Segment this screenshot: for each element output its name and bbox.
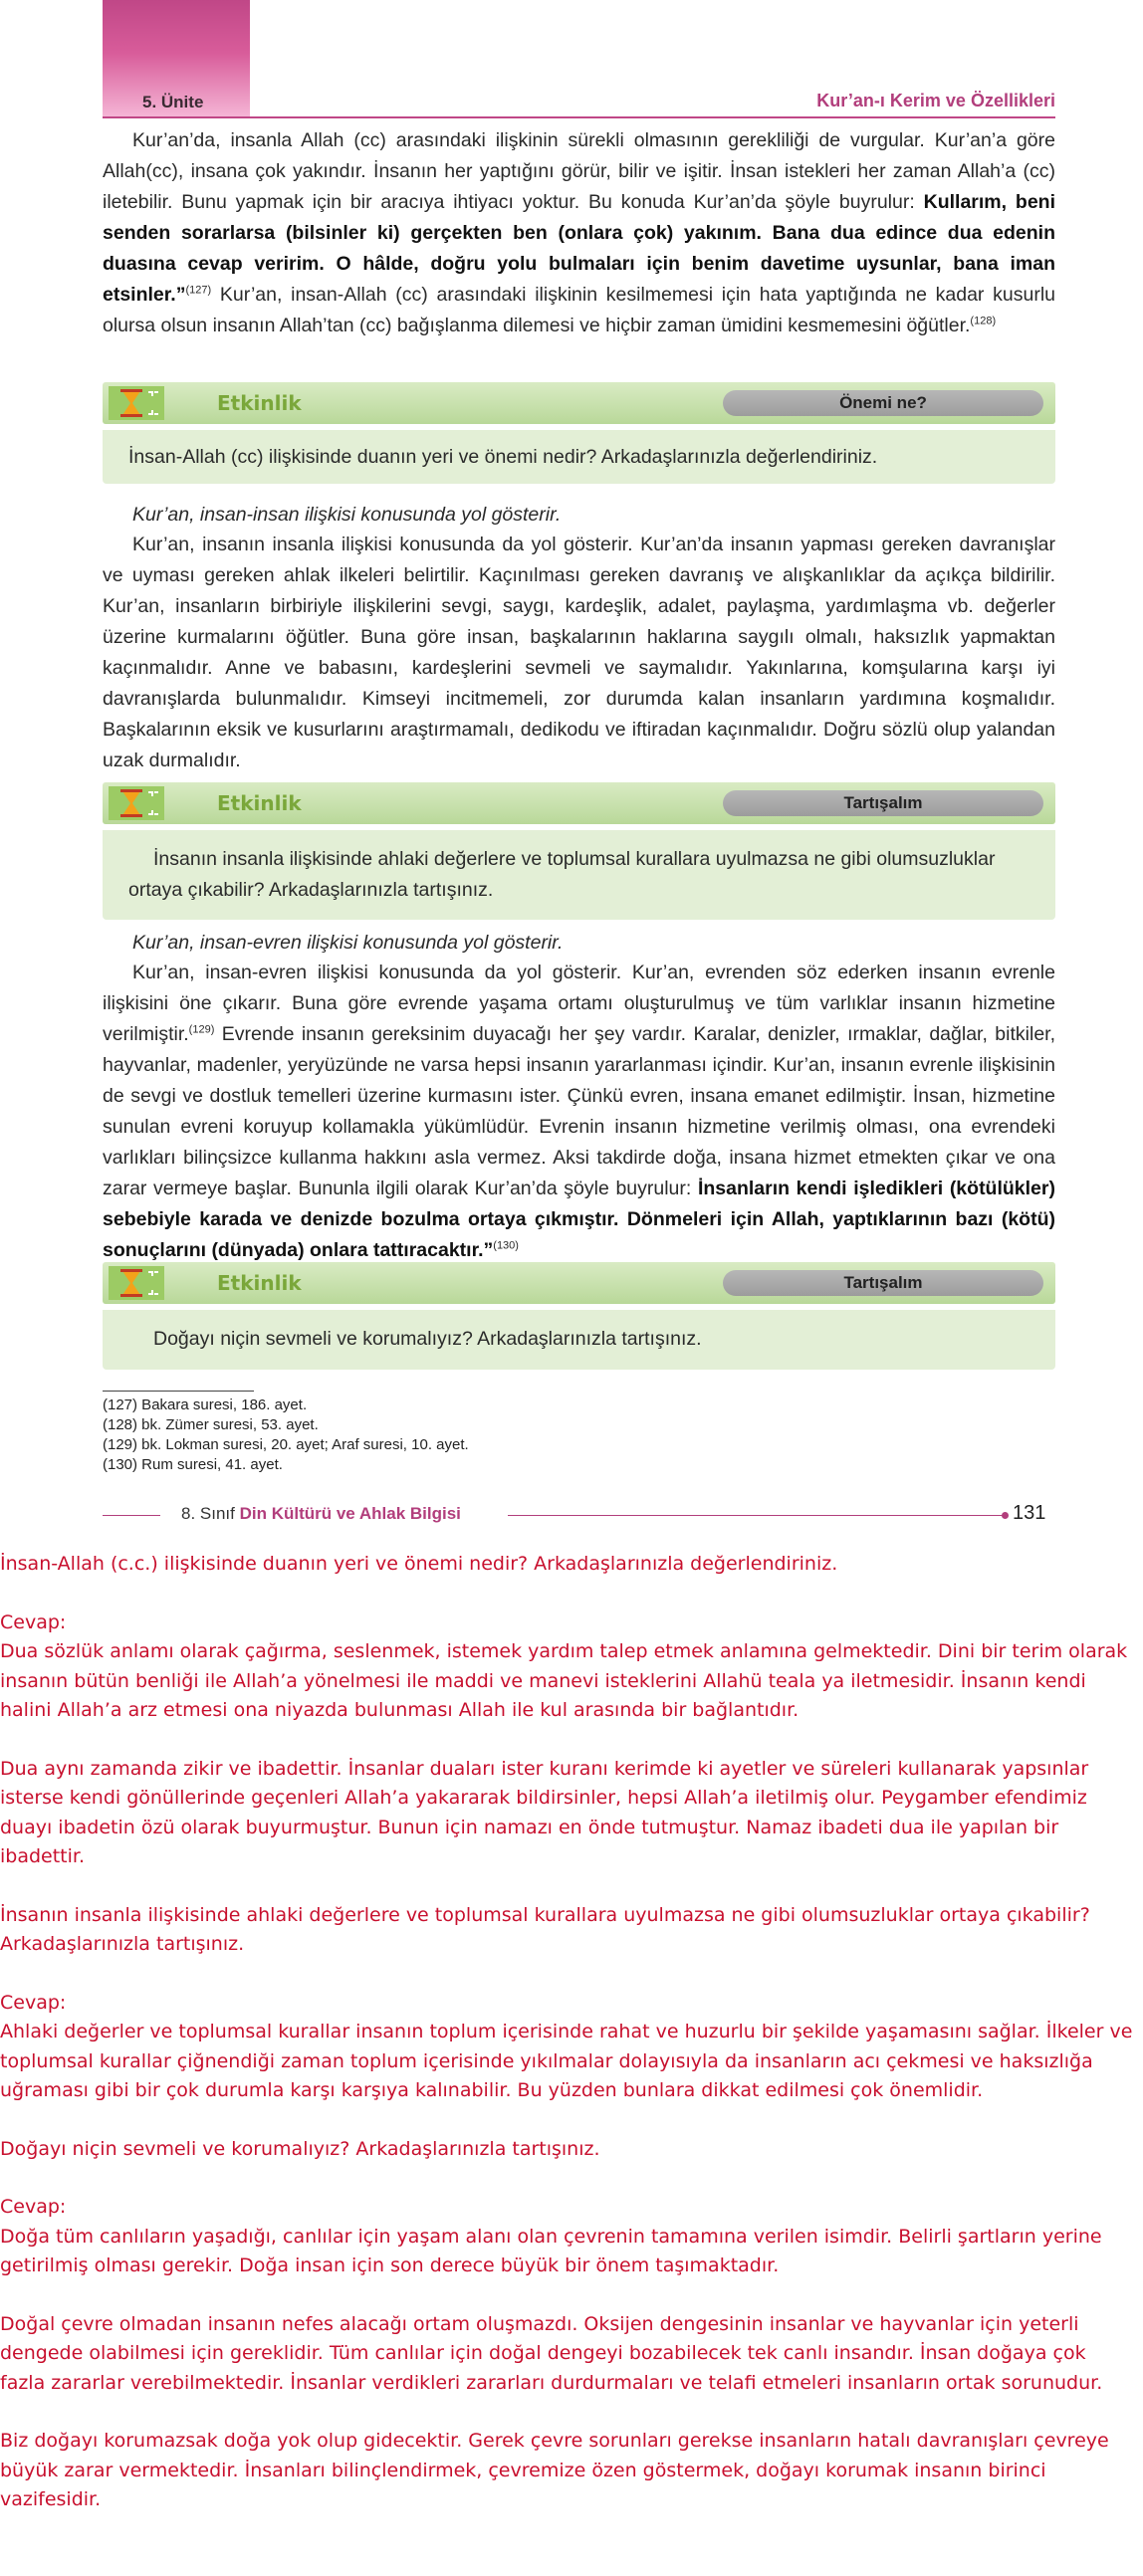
- footer-dot: [1002, 1512, 1009, 1519]
- intro-text-a: Kur’an’da, insanla Allah (cc) arasındaki ilişkinin sürekli olmasının gerekliliği de vurgular. Kur’an’a göre Allah(cc), insana çok yakındır. İnsanın her yaptığını görür, bilir ve işitir. İnsan istekleri her zaman Allah’a (cc) iletebilir. Bunu yapmak için bir aracıya ihtiyacı yoktur. Bu konuda Kur’an’da şöyle buyrulur:: [103, 129, 1055, 213]
- footnote-ref-129: (129): [188, 1023, 215, 1036]
- answer-3-part-2: Doğal çevre olmadan insanın nefes alacağı ortam oluşmazdı. Oksijen dengesinin insanlar ve hayvanlar için yeterli dengede olabilmesi için gereklidir. Tüm canlılar için doğal dengeyi bozabilecek tek canlı insandır. İnsan doğaya çok fazla zararlar verebilmektedir. İnsanlar verdikleri zararları durdurmaları ve telafi etmeleri insanların ortak sorunudur.: [0, 2312, 1103, 2394]
- footnote-129: (129) bk. Lokman suresi, 20. ayet; Araf suresi, 10. ayet.: [103, 1436, 469, 1453]
- footnotes: [103, 1395, 469, 1475]
- intro-text-b: Kur’an, insan-Allah (cc) arasındaki ilişkinin kesilmemesi için hata yaptığında ne kadar kusurlu olursa olsun insanın Allah’tan (cc) bağışlanma dilemesi ve hiçbir zaman ümidini kesmemesini öğütler.: [103, 284, 1055, 336]
- activity-bar-3: [103, 1262, 1055, 1304]
- footnote-ref-130: (130): [493, 1239, 519, 1252]
- section-heading-insan-insan: Kur’an, insan-insan ilişkisi konusunda yol gösterir.: [132, 504, 562, 526]
- activity-question-text: İnsan-Allah (cc) ilişkisinde duanın yeri ve önemi nedir? Arkadaşlarınızla değerlendiriniz.: [128, 446, 878, 468]
- activity-question-text: İnsanın insanla ilişkisinde ahlaki değerlere ve toplumsal kurallara uyulmazsa ne gibi olumsuzluklar ortaya çıkabilir? Arkadaşlarınızla tartışınız.: [128, 848, 996, 901]
- answer-1-part-2: Dua aynı zamanda zikir ve ibadettir. İnsanlar duaları ister kuranı kerimde ki ayetler ve süreleri kullanarak yapsınlar isterse kendi gönüllerinde geçenleri Allah’a yakararak bildirsinler, hepsi Allah’a iletilmiş olur. Peygamber efendimiz duayı ibadetin özü olarak buyurmuştur. Bunun için namazı en önde tutmuştur. Namaz ibadeti dua ile yapılan bir ibadettir.: [0, 1757, 1089, 1867]
- section-body-insan-evren: [103, 958, 1055, 1266]
- answer-2: Cevap: Ahlaki değerler ve toplumsal kurallar insanın toplum içerisinde rahat ve huzurlu bir şekilde yaşamasını sağlar. İlkeler ve toplumsal kurallar çiğnendiği zaman toplum içerisinde yıkılmalar dolayısıyla da insanların acı çekmesi ve haksızlığa uğraması gibi bir çok durumla karşı karşıya kalınabilir. Bu yüzden bunlara dikkat edilmesi çok önemlidir.: [0, 1991, 1133, 2101]
- answer-3-part-3: Biz doğayı korumazsak doğa yok olup gidecektir. Gerek çevre sorunları gerekse insanların hatalı davranışları çevreye büyük zarar vermektedir. İnsanları bilinçlendirmek, çevremize özen göstermek, doğayı korumak insanın birinci vazifesidir.: [0, 2430, 1109, 2510]
- activity-tag-text: Tartışalım: [843, 1273, 923, 1292]
- page-number: 131: [1013, 1502, 1046, 1524]
- evren-quote: İnsanların kendi işledikleri (kötülükler) sebebiyle karada ve denizde bozulma ortaya çıkmıştır. Dönmeleri için Allah, yaptıklarının bazı (kötü) sonuçlarını (dünyada) onlara tattıracaktır.”: [103, 1178, 1055, 1261]
- footer-subject: Din Kültürü ve Ahlak Bilgisi: [239, 1504, 461, 1523]
- activity-label: Etkinlik: [217, 391, 302, 415]
- answer-question-1: İnsan-Allah (c.c.) ilişkisinde duanın yeri ve önemi nedir? Arkadaşlarınızla değerlendiriniz.: [0, 1553, 838, 1575]
- answer-question-2: İnsanın insanla ilişkisinde ahlaki değerlere ve toplumsal kurallara uyulmazsa ne gibi olumsuzluklar ortaya çıkabilir? Arkadaşlarınızla tartışınız.: [0, 1903, 1090, 1955]
- activity-question-2: [103, 830, 1055, 920]
- footer-grade: 8. Sınıf: [181, 1504, 240, 1523]
- footnote-130: (130) Rum suresi, 41. ayet.: [103, 1456, 283, 1473]
- hourglass-icon: [109, 386, 164, 420]
- answer-3-part-1: Cevap: Doğa tüm canlıların yaşadığı, canlılar için yaşam alanı olan çevrenin tamamına verilen isimdir. Belirli şartların yerine getirilmiş olması gerekir. Doğa insan için son derece büyük bir önem taşımaktadır.: [0, 2196, 1102, 2276]
- answer-1-part-1: Cevap: Dua sözlük anlamı olarak çağırma, seslenmek, istemek yardım talep etmek anlamına gelmektedir. Dini bir terim olarak insanın bütün benliği ile Allah’a yönelmesi ile maddi ve manevi isteklerini Allahü teala ya iletmesidir. İnsanın kendi halini Allah’a arz etmesi ona niyazda bulunması Allah ile kul arasında bir bağlantıdır.: [0, 1610, 1128, 1721]
- activity-tag: [723, 1270, 1043, 1296]
- intro-quote: Kullarım, beni senden sorarlarsa (bilsinler ki) gerçekten ben (onlara çok) yakınım. Bana dua edince dua edenin duasına cevap veririm. O hâlde, doğru yolu bulmaları için benim davetime uysunlar, bana iman etsinler.”: [103, 191, 1055, 306]
- footer-book-title: [181, 1504, 461, 1524]
- section-body-insan-insan: Kur’an, insanın insanla ilişkisi konusunda da yol gösterir. Kur’an’da insanın yapması gereken davranışlar ve uyması gereken ahlak ilkeleri belirtilir. Kaçınılması gereken davranış ve alışkanlıklar da açıkça bildirilir. Kur’an, insanların birbiriyle ilişkilerini sevgi, saygı, kardeşlik, adalet, paylaşma, yardımlaşma vb. değerler üzerine kurmalarını öğütler. Buna göre insan, başkalarının haklarına saygılı olmalı, haksızlık yapmaktan kaçınmalıdır. Anne ve babasını, kardeşlerini sevmeli ve saymalıdır. Yakınlarına, komşularına karşı iyi davranışlarda bulunmalıdır. Kimseyi incitmemeli, zor durumda kalan insanların yardımına koşmalıdır. Başkalarının eksik ve kusurlarını araştırmamalı, dedikodu ve iftiradan kaçınmalıdır. Doğru sözlü olup yalandan uzak durmalıdır.: [103, 534, 1055, 771]
- activity-bar-2: [103, 782, 1055, 824]
- header-rule: [103, 116, 1055, 118]
- activity-tag-text: Tartışalım: [843, 793, 923, 812]
- activity-question-1: [103, 430, 1055, 484]
- answers-section: [0, 1550, 1135, 2544]
- activity-bar-1: [103, 382, 1055, 424]
- evren-text-a: Kur’an, insan-evren ilişkisi konusunda da yol gösterir. Kur’an, evrenden söz ederken insanın evrenle ilişkisini öne çıkarır. Buna göre evrende yaşama ortamı oluşturulmuş ve tüm varlıklar insanın hizmetine verilmiştir.: [103, 962, 1055, 1045]
- activity-tag: [723, 790, 1043, 816]
- footer-rule-left: [103, 1515, 160, 1516]
- footnote-ref-127: (127): [185, 284, 212, 297]
- intro-paragraph: [103, 125, 1055, 341]
- footer-rule-right: [508, 1515, 1006, 1516]
- footnote-ref-128: (128): [970, 315, 997, 327]
- activity-tag-text: Önemi ne?: [839, 393, 927, 412]
- hourglass-icon: [109, 1266, 164, 1300]
- unit-label: 5. Ünite: [142, 93, 204, 111]
- footnote-rule: [103, 1391, 254, 1392]
- evren-text-b: Evrende insanın gereksinim duyacağı her şey vardır. Karalar, denizler, ırmaklar, dağlar, bitkiler, hayvanlar, madenler, yeryüzünde ne varsa hepsi insanın yararlanması içindir. Kur’an, insanın evrenle ilişkisinin de sevgi ve dostluk temelleri üzerine kurmasını ister. Çünkü evren, insana emanet edilmiştir. İnsan, hizmetine sunulan evreni koruyup kollamakla yükümlüdür. Evrenin insanın hizmetine verilmiş olması, ona evrendeki varlıkları bilinçsizce kullanma hakkını asla vermez. Aksi takdirde doğa, insana hizmet etmekten çıkar ve ona zarar vermeye başlar. Bununla ilgili olarak Kur’an’da şöyle buyrulur:: [103, 1023, 1055, 1199]
- activity-label: Etkinlik: [217, 791, 302, 815]
- answer-question-3: Doğayı niçin sevmeli ve korumalıyız? Arkadaşlarınızla tartışınız.: [0, 2137, 600, 2160]
- hourglass-icon: [109, 786, 164, 820]
- footnote-128: (128) bk. Zümer suresi, 53. ayet.: [103, 1416, 319, 1433]
- activity-question-text: Doğayı niçin sevmeli ve korumalıyız? Arkadaşlarınızla tartışınız.: [153, 1328, 702, 1350]
- section-heading-insan-evren: Kur’an, insan-evren ilişkisi konusunda yol gösterir.: [132, 932, 564, 954]
- activity-tag: [723, 390, 1043, 416]
- activity-question-3: [103, 1310, 1055, 1370]
- footnote-127: (127) Bakara suresi, 186. ayet.: [103, 1396, 308, 1413]
- chapter-title: Kur’an-ı Kerim ve Özellikleri: [816, 91, 1055, 110]
- activity-label: Etkinlik: [217, 1271, 302, 1295]
